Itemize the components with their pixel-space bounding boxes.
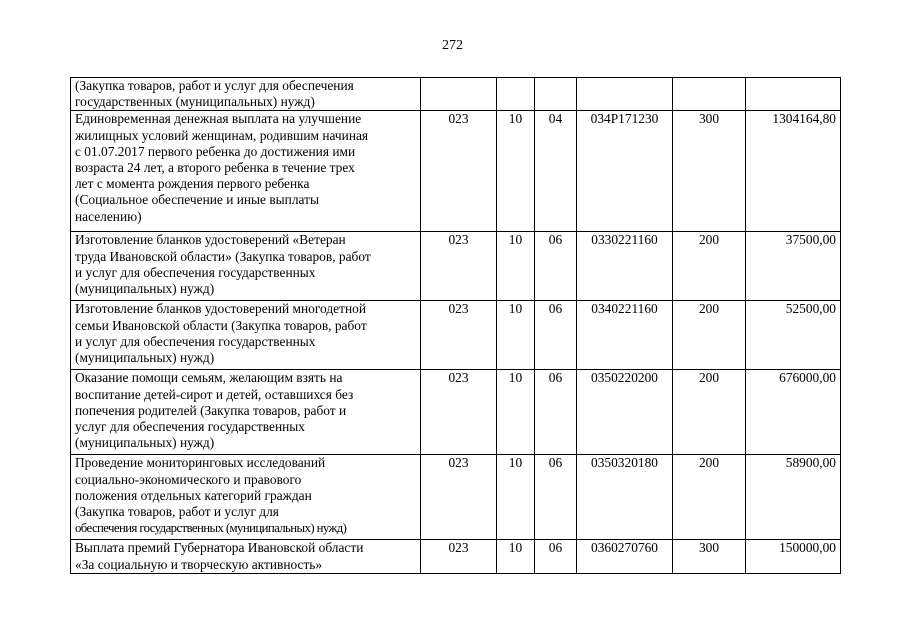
expense-type-cell: 300	[673, 111, 746, 232]
description-line: положения отдельных категорий граждан	[75, 487, 312, 503]
row-description	[71, 540, 421, 574]
ministry-code-cell	[421, 78, 497, 111]
expense-type-cell	[673, 78, 746, 111]
target-article-cell: 0360270760	[577, 540, 673, 574]
description-line: Проведение мониторинговых исследований	[75, 455, 326, 471]
description-line: (Закупка товаров, работ и услуг для обеспечения	[75, 78, 354, 93]
description-line: попечения родителей (Закупка товаров, работ и	[75, 402, 347, 418]
description-line: с 01.07.2017 первого ребенка до достижения ими	[75, 143, 356, 159]
table-row	[71, 232, 841, 301]
description-line: и услуг для обеспечения государственных	[75, 333, 316, 349]
description-line: (муниципальных) нужд)	[75, 435, 215, 451]
expense-type-cell: 300	[673, 540, 746, 574]
budget-table	[70, 77, 841, 574]
target-article-cell	[577, 78, 673, 111]
row-description	[71, 455, 421, 540]
target-article-cell: 0340221160	[577, 301, 673, 370]
description-line: Единовременная денежная выплата на улучшение	[75, 111, 362, 127]
table-row	[71, 455, 841, 540]
description-line: (Закупка товаров, работ и услуг для	[75, 504, 279, 520]
description-line: Изготовление бланков удостоверений «Ветеран	[75, 232, 346, 248]
subsection-code-cell: 06	[535, 301, 577, 370]
description-line: (муниципальных) нужд)	[75, 281, 215, 297]
table-row	[71, 540, 841, 574]
page-number: 272	[442, 38, 463, 53]
row-description	[71, 301, 421, 370]
target-article-cell: 0330221160	[577, 232, 673, 301]
description-line: обеспечения государственных (муниципальных) нужд)	[75, 521, 347, 536]
subsection-code-cell: 06	[535, 232, 577, 301]
target-article-cell: 0350220200	[577, 370, 673, 455]
description-line: лет с момента рождения первого ребенка	[75, 176, 310, 192]
expense-type-cell: 200	[673, 455, 746, 540]
description-line: возраста 24 лет, а второго ребенка в течение трех	[75, 160, 355, 176]
ministry-code-cell: 023	[421, 301, 497, 370]
subsection-code-cell: 04	[535, 111, 577, 232]
amount-cell: 1304164,80	[746, 111, 841, 232]
ministry-code-cell: 023	[421, 232, 497, 301]
row-description	[71, 370, 421, 455]
subsection-code-cell: 06	[535, 370, 577, 455]
description-line: жилищных условий женщинам, родившим начиная	[75, 127, 369, 143]
row-description	[71, 232, 421, 301]
section-code-cell: 10	[497, 540, 535, 574]
amount-cell	[746, 78, 841, 111]
section-code-cell: 10	[497, 232, 535, 301]
description-line: населению)	[75, 208, 142, 224]
target-article-cell: 0350320180	[577, 455, 673, 540]
table-row	[71, 370, 841, 455]
row-description	[71, 111, 421, 232]
expense-type-cell: 200	[673, 232, 746, 301]
description-line: воспитание детей-сирот и детей, оставшихся без	[75, 386, 354, 402]
amount-cell: 52500,00	[746, 301, 841, 370]
description-line: (муниципальных) нужд)	[75, 350, 215, 366]
target-article-cell: 034P171230	[577, 111, 673, 232]
description-line: социально-экономического и правового	[75, 471, 302, 487]
description-line: Оказание помощи семьям, желающим взять на	[75, 370, 343, 386]
description-line: государственных (муниципальных) нужд)	[75, 94, 315, 110]
row-description	[71, 78, 421, 111]
description-line: Изготовление бланков удостоверений многодетной	[75, 301, 366, 317]
subsection-code-cell: 06	[535, 455, 577, 540]
ministry-code-cell: 023	[421, 455, 497, 540]
description-line: (Социальное обеспечение и иные выплаты	[75, 192, 319, 208]
expense-type-cell: 200	[673, 370, 746, 455]
table-row	[71, 111, 841, 232]
amount-cell: 37500,00	[746, 232, 841, 301]
amount-cell: 58900,00	[746, 455, 841, 540]
amount-cell: 676000,00	[746, 370, 841, 455]
description-line: и услуг для обеспечения государственных	[75, 264, 316, 280]
description-line: «За социальную и творческую активность»	[75, 556, 323, 572]
table-row	[71, 78, 841, 111]
section-code-cell	[497, 78, 535, 111]
subsection-code-cell	[535, 78, 577, 111]
table-row	[71, 301, 841, 370]
description-line: семьи Ивановской области (Закупка товаров, работ	[75, 317, 367, 333]
section-code-cell: 10	[497, 301, 535, 370]
subsection-code-cell: 06	[535, 540, 577, 574]
expense-type-cell: 200	[673, 301, 746, 370]
section-code-cell: 10	[497, 370, 535, 455]
ministry-code-cell: 023	[421, 370, 497, 455]
ministry-code-cell: 023	[421, 540, 497, 574]
description-line: услуг для обеспечения государственных	[75, 419, 305, 435]
amount-cell: 150000,00	[746, 540, 841, 574]
description-line: Выплата премий Губернатора Ивановской области	[75, 540, 364, 556]
description-line: труда Ивановской области» (Закупка товаров, работ	[75, 248, 371, 264]
section-code-cell: 10	[497, 111, 535, 232]
section-code-cell: 10	[497, 455, 535, 540]
ministry-code-cell: 023	[421, 111, 497, 232]
